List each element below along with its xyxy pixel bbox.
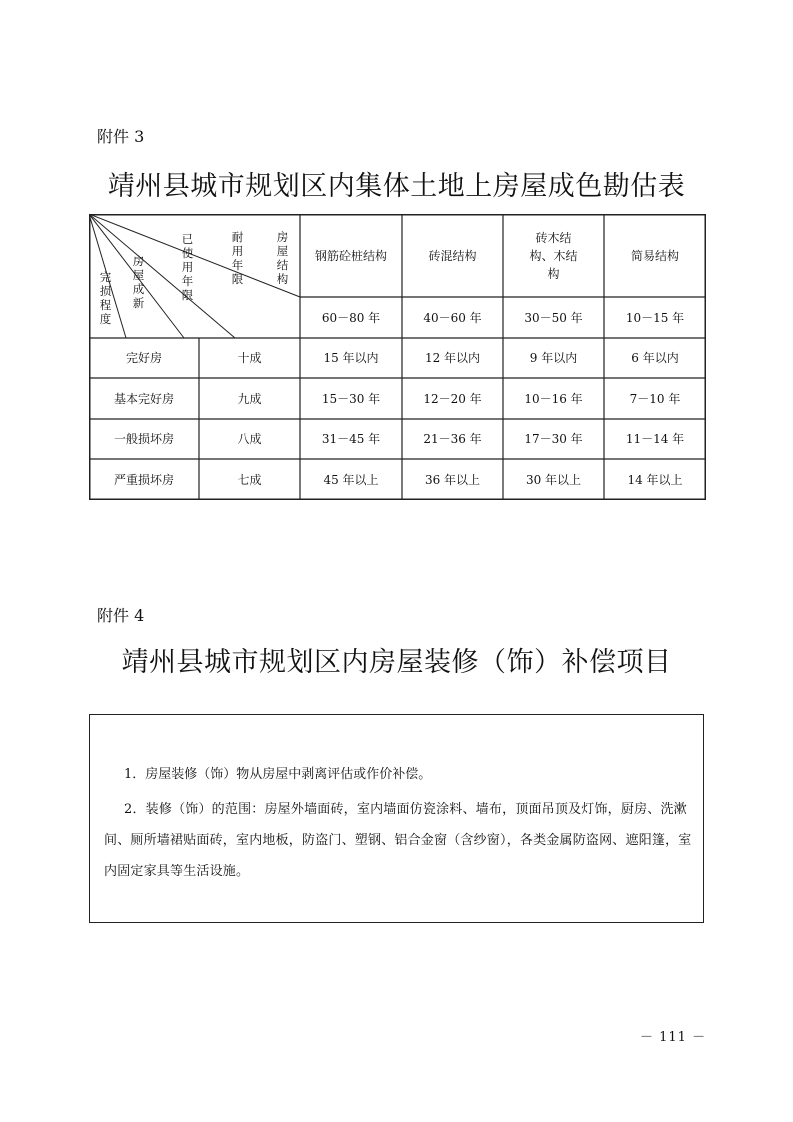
decoration-items-box: [89, 714, 704, 923]
value-cell: 7－10 年: [629, 391, 681, 406]
lifespan-cell: 60－80 年: [321, 310, 381, 325]
value-cell: 17－30 年: [524, 432, 583, 446]
newness-cell: 九成: [237, 391, 262, 406]
structure-header-2: 砖混结构: [428, 248, 477, 263]
condition-cell: 完好房: [125, 351, 162, 365]
condition-cell: 基本完好房: [113, 391, 174, 406]
value-cell: 31－45 年: [321, 432, 381, 446]
newness-cell: 十成: [237, 351, 262, 365]
value-cell: 45 年以上: [323, 472, 379, 487]
value-cell: 21－36 年: [423, 432, 482, 446]
value-cell: 36 年以上: [424, 472, 481, 487]
value-cell: 12 年以内: [424, 351, 481, 365]
annex3-title: 靖州县城市规划区内集体土地上房屋成色勘估表: [107, 171, 686, 202]
annex4-title: 靖州县城市规划区内房屋装修（饰）补偿项目: [121, 647, 672, 678]
annex4-label: 附件 4: [97, 606, 145, 625]
header-lifespan: 耐用年限: [231, 230, 244, 286]
value-cell: 15 年以内: [323, 351, 379, 365]
appraisal-table: [89, 214, 706, 500]
value-cell: 9 年以内: [529, 351, 578, 365]
structure-header-3: 砖木结构、木结构: [529, 230, 578, 281]
lifespan-cell: 30－50 年: [524, 310, 583, 325]
header-newness: 房屋成新: [132, 254, 145, 310]
value-cell: 10－16 年: [524, 391, 583, 406]
value-cell: 6 年以内: [631, 351, 679, 365]
value-cell: 14 年以上: [627, 472, 683, 487]
decoration-item-1: 1．房屋装修（饰）物从房屋中剥离评估或作价补偿。: [124, 767, 432, 782]
decoration-item-2: 2．装修（饰）的范围：房屋外墙面砖，室内墙面仿瓷涂料、墙布，顶面吊顶及灯饰，厨房、洗漱间、厕所墙裙贴面砖，室内地板，防盗门、塑钢、铝合金窗（含纱窗），各类金属防盗网、遮阳篷，室内固定家具等生活设施。: [104, 802, 692, 879]
lifespan-cell: 40－60 年: [423, 310, 482, 325]
value-cell: 12－20 年: [423, 391, 482, 406]
condition-cell: 一般损坏房: [113, 432, 174, 446]
value-cell: 11－14 年: [625, 432, 685, 446]
header-structure: 房屋结构: [276, 230, 289, 286]
header-years-used: 已使用年限: [181, 232, 194, 302]
value-cell: 30 年以上: [525, 472, 582, 487]
newness-cell: 八成: [237, 432, 262, 446]
structure-header-4: 简易结构: [630, 248, 679, 263]
structure-header-1: 钢筋砼桩结构: [314, 248, 387, 263]
header-condition: 完损程度: [99, 270, 112, 326]
annex3-label: 附件 3: [97, 127, 145, 146]
value-cell: 15－30 年: [321, 391, 381, 406]
page-number: － 111 －: [640, 1030, 707, 1045]
newness-cell: 七成: [237, 472, 262, 487]
condition-cell: 严重损坏房: [113, 472, 174, 487]
lifespan-cell: 10－15 年: [625, 310, 685, 325]
